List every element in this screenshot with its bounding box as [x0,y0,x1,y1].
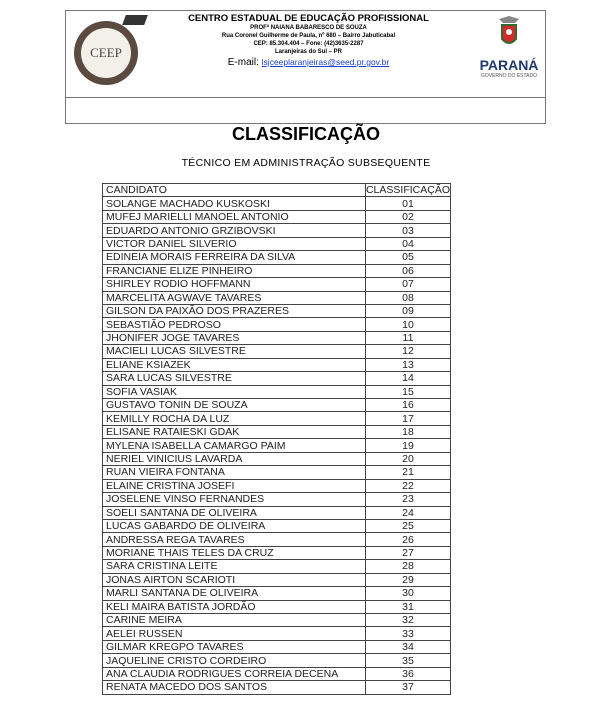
classification-rank: 28 [365,560,450,573]
graduation-cap-icon [122,15,148,25]
candidate-name: SOFIA VASIAK [103,385,366,398]
candidate-name: MUFEJ MARIELLI MANOEL ANTONIO [103,210,366,223]
ceep-logo-text: CEEP [81,28,131,78]
classification-rank: 07 [365,278,450,291]
classification-rank: 15 [365,385,450,398]
school-name: PROFª NAIANA BABARESCO DE SOUZA [250,25,367,31]
letterhead-text [161,13,456,68]
header-classification: CLASSIFICAÇÃO [365,184,450,197]
classification-rank: 33 [365,627,450,640]
candidate-name: ELIANE KSIAZEK [103,358,366,371]
classification-rank: 11 [365,331,450,344]
candidate-name: AELEI RUSSEN [103,627,366,640]
classification-rank: 18 [365,425,450,438]
table-row [103,251,451,264]
table-header-row [103,184,451,197]
header-candidate: CANDIDATO [103,184,366,197]
table-row [103,439,451,452]
coat-of-arms-icon [495,15,523,53]
email-link[interactable]: lsjceeplaranjeiras@seed.pr.gov.br [261,57,390,67]
candidate-name: MARLI SANTANA DE OLIVEIRA [103,587,366,600]
table-row [103,358,451,371]
candidate-name: JAQUELINE CRISTO CORDEIRO [103,654,366,667]
candidate-name: SARA CRISTINA LEITE [103,560,366,573]
classification-rank: 09 [365,304,450,317]
candidate-name: RUAN VIEIRA FONTANA [103,466,366,479]
letterhead [65,10,546,124]
classification-rank: 03 [365,224,450,237]
candidate-name: MORIANE THAIS TELES DA CRUZ [103,546,366,559]
candidate-name: GILMAR KREGPO TAVARES [103,640,366,653]
candidate-name: GUSTAVO TONIN DE SOUZA [103,399,366,412]
table-row [103,587,451,600]
table-row [103,237,451,250]
classification-rank: 34 [365,640,450,653]
candidate-name: JOSELENE VINSO FERNANDES [103,493,366,506]
classification-rank: 22 [365,479,450,492]
candidate-name: SOELI SANTANA DE OLIVEIRA [103,506,366,519]
table-row [103,452,451,465]
table-row [103,224,451,237]
classification-rank: 02 [365,210,450,223]
classification-rank: 12 [365,345,450,358]
classification-rank: 21 [365,466,450,479]
candidate-name: MACIELI LUCAS SILVESTRE [103,345,366,358]
classification-rank: 20 [365,452,450,465]
parana-wordmark: PARANÁ [479,57,539,73]
classification-rank: 08 [365,291,450,304]
table-row [103,667,451,680]
table-row [103,573,451,586]
page-title: CLASSIFICAÇÃO [232,124,380,144]
city: Laranjeiras do Sul – PR [274,49,343,55]
classification-rank: 05 [365,251,450,264]
classification-rank: 36 [365,667,450,680]
candidate-name: MYLENA ISABELLA CAMARGO PAIM [103,439,366,452]
classification-rank: 16 [365,399,450,412]
table-row [103,560,451,573]
classification-rank: 24 [365,506,450,519]
table-row [103,681,451,694]
classification-rank: 32 [365,614,450,627]
table-row [103,546,451,559]
table-row [103,210,451,223]
classification-table [102,183,451,695]
table-row [103,304,451,317]
candidate-name: RENATA MACEDO DOS SANTOS [103,681,366,694]
classification-rank: 04 [365,237,450,250]
parana-subtitle: GOVERNO DO ESTADO [480,73,538,79]
table-row [103,278,451,291]
candidate-name: EDUARDO ANTONIO GRZIBOVSKI [103,224,366,237]
table-row [103,640,451,653]
table-row [103,264,451,277]
candidate-name: KEMILLY ROCHA DA LUZ [103,412,366,425]
classification-rank: 29 [365,573,450,586]
table-row [103,331,451,344]
classification-rank: 25 [365,519,450,532]
table-row [103,385,451,398]
table-row [103,345,451,358]
classification-rank: 35 [365,654,450,667]
candidate-name: SHIRLEY RODIO HOFFMANN [103,278,366,291]
table-row [103,506,451,519]
cep-phone: CEP: 85.304.404 – Fone: (42)3635-2287 [253,41,364,47]
classification-rank: 26 [365,533,450,546]
candidate-name: MARCELITA AGWAVE TAVARES [103,291,366,304]
candidate-name: SOLANGE MACHADO KUSKOSKI [103,197,366,210]
candidate-name: JONAS AIRTON SCARIOTI [103,573,366,586]
classification-rank: 27 [365,546,450,559]
classification-rank: 06 [365,264,450,277]
candidate-name: SARA LUCAS SILVESTRE [103,372,366,385]
candidate-name: NERIEL VINICIUS LAVARDA [103,452,366,465]
candidate-name: LUCAS GABARDO DE OLIVEIRA [103,519,366,532]
email-label: E-mail: [227,57,259,68]
candidate-name: GILSON DA PAIXÃO DOS PRAZERES [103,304,366,317]
candidate-name: SEBASTIÃO PEDROSO [103,318,366,331]
candidate-name: KELI MAIRA BATISTA JORDÃO [103,600,366,613]
divider [66,97,545,98]
table-row [103,533,451,546]
institution-name: CENTRO ESTADUAL DE EDUCAÇÃO PROFISSIONAL [188,13,429,24]
table-row [103,493,451,506]
table-row [103,425,451,438]
candidate-name: CARINE MEIRA [103,614,366,627]
email-line [161,57,456,68]
classification-rank: 19 [365,439,450,452]
classification-rank: 31 [365,600,450,613]
candidate-name: FRANCIANE ELIZE PINHEIRO [103,264,366,277]
candidate-name: JHONIFER JOGE TAVARES [103,331,366,344]
table-row [103,627,451,640]
classification-rank: 14 [365,372,450,385]
table-row [103,291,451,304]
classification-rank: 37 [365,681,450,694]
table-row [103,600,451,613]
table-row [103,372,451,385]
candidate-name: EDINEIA MORAIS FERREIRA DA SILVA [103,251,366,264]
ceep-logo [74,21,138,85]
classification-rank: 13 [365,358,450,371]
table-row [103,318,451,331]
table-row [103,399,451,412]
table-row [103,197,451,210]
classification-rank: 01 [365,197,450,210]
classification-rank: 23 [365,493,450,506]
table-row [103,479,451,492]
classification-rank: 17 [365,412,450,425]
table-row [103,654,451,667]
table-row [103,519,451,532]
table-row [103,412,451,425]
table-row [103,614,451,627]
classification-rank: 10 [365,318,450,331]
candidate-name: ELISANE RATAIESKI GDAK [103,425,366,438]
candidate-name: ELAINE CRISTINA JOSEFI [103,479,366,492]
candidate-name: ANA CLAUDIA RODRIGUES CORREIA DECENA [103,667,366,680]
page-subtitle: TÉCNICO EM ADMINISTRAÇÃO SUBSEQUENTE [181,157,431,169]
candidate-name: ANDRESSA REGA TAVARES [103,533,366,546]
classification-rank: 30 [365,587,450,600]
parana-logo [478,15,540,79]
address: Rua Coronel Guilherme de Paula, nº 680 – Bairro Jabuticabal [221,33,396,39]
candidate-name: VICTOR DANIEL SILVERIO [103,237,366,250]
table-row [103,466,451,479]
